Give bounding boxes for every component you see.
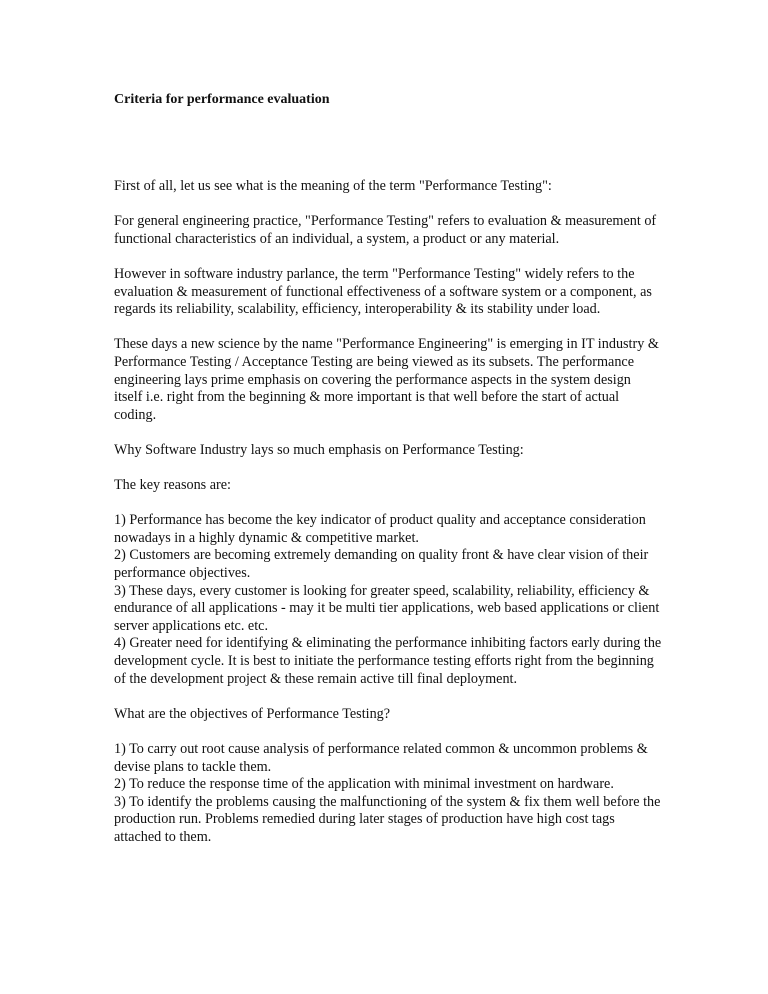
reason-item: 4) Greater need for identifying & eliminating the performance inhibiting factors early during the development cycle. It is best to initiate the performance testing efforts right from the beginning of the development project & these remain active till final deployment. xyxy=(114,635,662,687)
why-heading: Why Software Industry lays so much emphasis on Performance Testing: xyxy=(114,441,524,458)
intro-paragraph: First of all, let us see what is the meaning of the term "Performance Testing": xyxy=(114,178,552,194)
software-definition-paragraph: However in software industry parlance, the term "Performance Testing" widely refers to the evaluation & measurement of functional effectiveness of a software system or a component, as regards its reliability, scalability, efficiency, interoperability & its stability under load. xyxy=(114,265,652,318)
general-definition-paragraph: For general engineering practice, "Performance Testing" refers to evaluation & measurement of functional characteristics of an individual, a system, a product or any material. xyxy=(114,213,657,247)
reason-item: 1) Performance has become the key indicator of product quality and acceptance consideration nowadays in a highly dynamic & competitive market. xyxy=(114,512,646,546)
key-reasons-heading: The key reasons are: xyxy=(114,477,231,494)
objectives-heading: What are the objectives of Performance Testing? xyxy=(114,705,391,722)
reasons-list xyxy=(114,512,662,688)
reason-item: 2) Customers are becoming extremely demanding on quality front & have clear vision of their performance objectives. xyxy=(114,547,649,582)
objective-item: 3) To identify the problems causing the malfunctioning of the system & fix them well before the production run. Problems remedied during later stages of production have high cost tags attached to them. xyxy=(114,793,661,845)
objective-item: 1) To carry out root cause analysis of performance related common & uncommon problems & devise plans to tackle them. xyxy=(114,741,648,775)
document-body xyxy=(114,178,662,847)
spacer xyxy=(114,688,662,706)
objectives-list xyxy=(114,741,662,847)
reason-item: 3) These days, every customer is looking for greater speed, scalability, reliability, efficiency & endurance of all applications - may it be multi tier applications, web based applications or client server applications etc. etc. xyxy=(114,582,660,634)
performance-engineering-paragraph: These days a new science by the name "Performance Engineering" is emerging in IT industry & Performance Testing / Acceptance Testing are being viewed as its subsets. The performance engineering lays prime emphasis on covering the performance aspects in the system design itself i.e. right from the beginning & more important is that well before the start of actual coding. xyxy=(114,336,659,423)
document-title: Criteria for performance evaluation xyxy=(114,92,330,107)
objective-item: 2) To reduce the response time of the application with minimal investment on hardware. xyxy=(114,776,614,793)
